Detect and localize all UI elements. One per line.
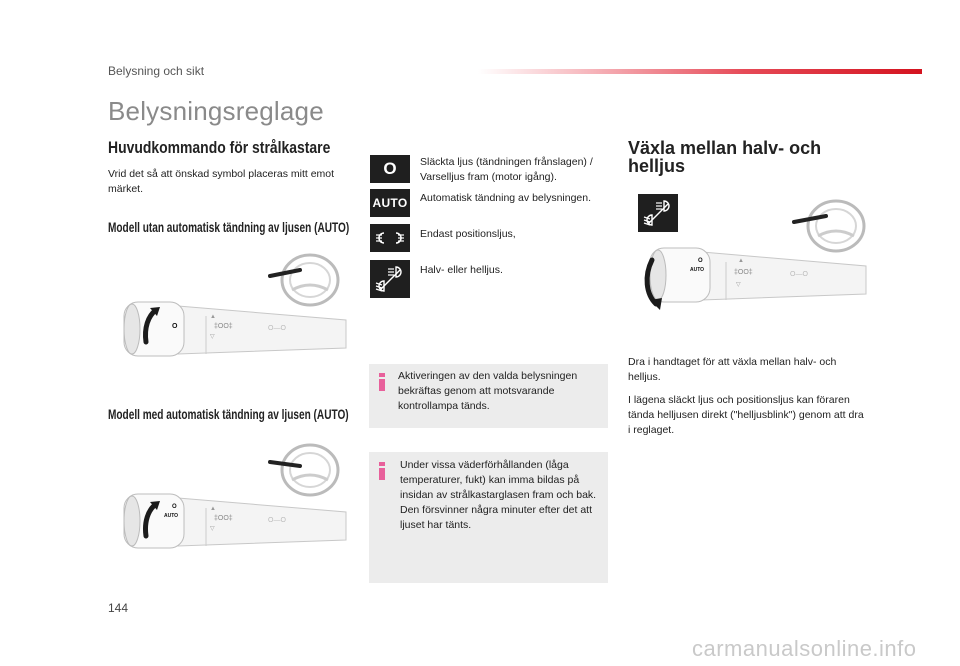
- svg-text:▽: ▽: [736, 282, 741, 288]
- page-title: Belysningsreglage: [108, 96, 324, 126]
- info-box-condensation: [369, 452, 608, 583]
- model-with-auto-heading: Modell med automatisk tändning av ljusen (AUTO): [108, 406, 349, 422]
- light-stalk-illustration-2: [118, 490, 350, 552]
- info-icon: [379, 373, 385, 389]
- svg-text:▲: ▲: [210, 506, 216, 512]
- svg-text:O—O: O—O: [268, 325, 286, 332]
- stalk-auto-label: AUTO: [164, 513, 179, 519]
- info-condensation-text: Under vissa väderförhållanden (låga temperaturer, fukt) kan imma bildas på insidan av strålkastarglasen fram och bak. Den försvinner några minuter efter det att ljuset har tänts.: [400, 459, 597, 531]
- header-accent-bar: [478, 69, 922, 74]
- dipped-main-beam-text: Halv- eller helljus.: [420, 264, 503, 276]
- intro-text: Vrid det så att önskad symbol placeras mitt emot märket.: [108, 168, 335, 195]
- svg-text:O—O: O—O: [790, 271, 808, 278]
- dipped-main-beam-icon: [638, 194, 678, 232]
- info-box-activation: [369, 364, 608, 428]
- light-stalk-illustration-3: [640, 246, 870, 316]
- lights-off-icon: O: [370, 155, 410, 183]
- main-control-heading: Huvudkommando för strålkastare: [108, 138, 331, 157]
- stalk-off-label: O: [172, 323, 178, 330]
- switch-beam-text-1: Dra i handtaget för att växla mellan halv- och helljus.: [628, 356, 837, 383]
- svg-text:▲: ▲: [210, 314, 216, 320]
- svg-text:O—O: O—O: [268, 517, 286, 524]
- switch-beam-text-2: I lägena släckt ljus och positionsljus kan föraren tända helljusen direkt ("helljusblink") genom att dra i reglaget.: [628, 394, 864, 436]
- dipped-main-beam-icon: [370, 260, 410, 298]
- section-header: Belysning och sikt: [108, 64, 205, 78]
- svg-text:‡OO‡: ‡OO‡: [734, 269, 753, 276]
- svg-text:▽: ▽: [210, 526, 215, 532]
- lights-off-text: Släckta ljus (tändningen frånslagen) / Varselljus fram (motor igång).: [420, 156, 593, 183]
- footer-watermark: carmanualsonline.info: [692, 636, 917, 661]
- svg-text:‡OO‡: ‡OO‡: [214, 323, 233, 330]
- model-without-auto-heading: Modell utan automatisk tändning av ljusen (AUTO): [108, 219, 350, 235]
- svg-text:▽: ▽: [210, 334, 215, 340]
- page-number: 144: [108, 601, 129, 615]
- position-lights-text: Endast positionsljus,: [420, 228, 516, 240]
- auto-lights-text: Automatisk tändning av belysningen.: [420, 192, 592, 204]
- position-lights-icon: [370, 224, 410, 252]
- info-activation-text: Aktiveringen av den valda belysningen bekräftas genom att motsvarande kontrollampa tänds.: [398, 370, 578, 412]
- stalk-off-label: O: [172, 504, 177, 510]
- svg-text:▲: ▲: [738, 258, 744, 264]
- stalk-auto-label: AUTO: [690, 267, 705, 273]
- auto-lights-icon: AUTO: [370, 189, 410, 217]
- info-icon: [379, 462, 385, 478]
- stalk-off-label: O: [698, 258, 703, 264]
- light-stalk-illustration-1: [118, 298, 350, 360]
- switch-beam-heading: Växla mellan halv- och helljus: [628, 138, 822, 176]
- svg-text:‡OO‡: ‡OO‡: [214, 515, 233, 522]
